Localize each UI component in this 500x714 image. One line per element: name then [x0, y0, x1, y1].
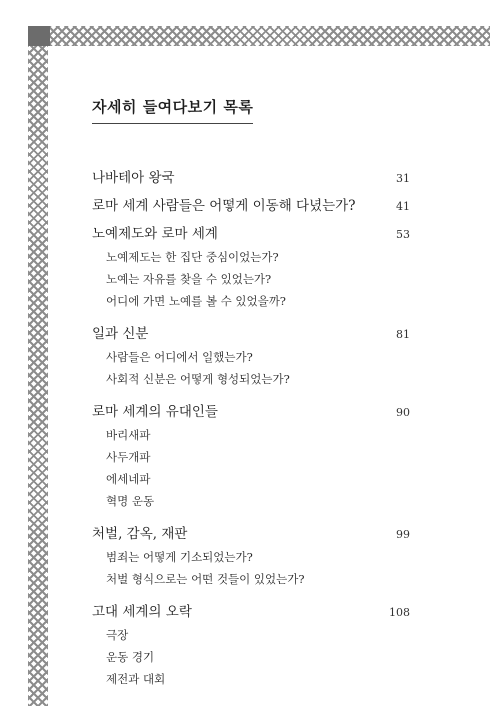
toc-entry-page: 99 [396, 528, 410, 541]
toc-entry[interactable] [92, 194, 410, 218]
toc-entry-page: 31 [396, 172, 410, 185]
toc-entry-title: 처벌, 감옥, 재판 [92, 526, 188, 542]
toc-entry[interactable] [92, 400, 410, 424]
toc-subentry[interactable]: 극장 [106, 628, 129, 642]
toc-entry-page: 81 [396, 328, 410, 341]
toc-entry[interactable] [92, 166, 410, 190]
toc-subentry[interactable]: 사회적 신분은 어떻게 형성되었는가? [106, 372, 290, 386]
toc-entry-title: 고대 세계의 오락 [92, 604, 192, 620]
table-of-contents [92, 166, 410, 690]
toc-entry[interactable] [92, 222, 410, 246]
toc-subentry[interactable]: 사람들은 어디에서 일했는가? [106, 350, 253, 364]
toc-subentry[interactable]: 처벌 형식으로는 어떤 것들이 있었는가? [106, 572, 305, 586]
toc-subentry[interactable]: 에세네파 [106, 472, 151, 486]
toc-subentry[interactable]: 운동 경기 [106, 650, 155, 664]
decorative-border-corner [28, 26, 50, 46]
toc-entry-page: 108 [389, 606, 410, 619]
toc-subentry[interactable]: 혁명 운동 [106, 494, 155, 508]
toc-subentry[interactable]: 바리새파 [106, 428, 151, 442]
toc-subentry[interactable]: 노예제도는 한 집단 중심이었는가? [106, 250, 279, 264]
toc-entry-page: 53 [396, 228, 410, 241]
toc-entry-title: 로마 세계의 유대인들 [92, 404, 218, 420]
toc-entry-title: 나바테아 왕국 [92, 170, 175, 186]
toc-entry[interactable] [92, 322, 410, 346]
decorative-border-top [50, 26, 490, 46]
toc-subentry[interactable]: 노예는 자유를 찾을 수 있었는가? [106, 272, 272, 286]
toc-entry[interactable] [92, 522, 410, 546]
toc-subentry[interactable]: 제전과 대회 [106, 672, 166, 686]
page-title: 자세히 들여다보기 목록 [92, 96, 253, 124]
toc-subentry[interactable]: 사두개파 [106, 450, 151, 464]
toc-entry-title: 일과 신분 [92, 326, 149, 342]
toc-subentry[interactable]: 어디에 가면 노예를 볼 수 있었을까? [106, 294, 286, 308]
toc-entry-page: 41 [396, 200, 410, 213]
decorative-border-left [28, 26, 48, 706]
toc-entry[interactable] [92, 600, 410, 624]
toc-entry-title: 로마 세계 사람들은 어떻게 이동해 다녔는가? [92, 198, 356, 214]
toc-subentry[interactable]: 범죄는 어떻게 기소되었는가? [106, 550, 253, 564]
toc-entry-title: 노예제도와 로마 세계 [92, 226, 218, 242]
toc-entry-page: 90 [396, 406, 410, 419]
